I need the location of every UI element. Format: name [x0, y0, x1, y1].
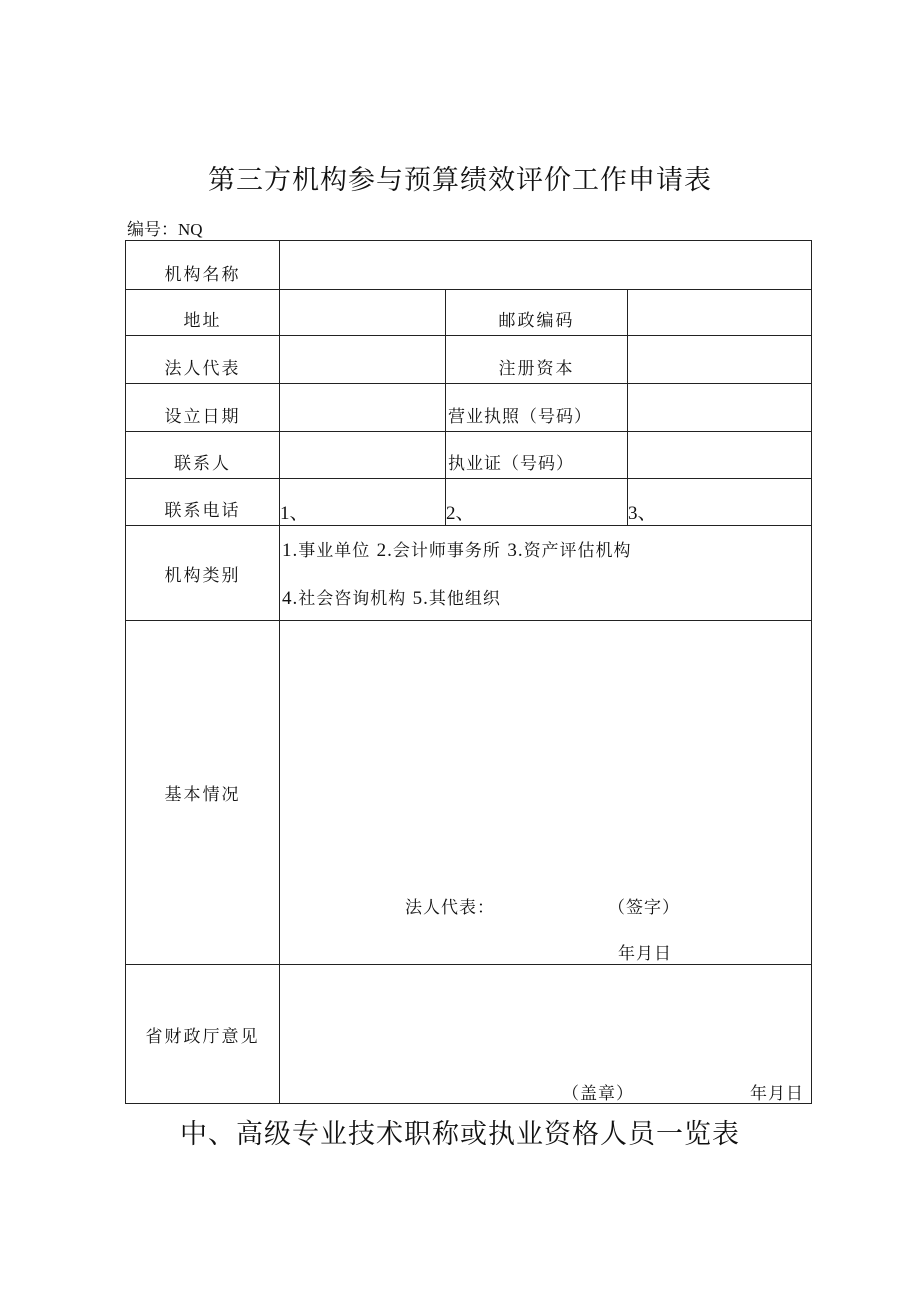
row-basic-info: [126, 621, 812, 965]
serial-label: 编号：: [127, 220, 178, 240]
label-contact: 联系人: [126, 432, 280, 479]
basic-date: 年月日: [618, 944, 672, 964]
category-line-1: [280, 536, 811, 562]
field-business-license[interactable]: [628, 384, 812, 432]
row-dept-opinion: [126, 965, 812, 1104]
basic-sign-suffix: （签字）: [608, 898, 680, 918]
section-subtitle: 中、高级专业技术职称或执业资格人员一览表: [180, 1119, 740, 1150]
row-legal-rep: [126, 336, 812, 384]
dept-seal: （盖章）: [562, 1084, 634, 1104]
label-est-date: 设立日期: [126, 384, 280, 432]
label-reg-capital: 注册资本: [446, 336, 628, 384]
category-line-2: [280, 584, 811, 610]
field-est-date[interactable]: [280, 384, 446, 432]
row-org-name: [126, 241, 812, 290]
category-option-2[interactable]: 会计师事务所: [392, 541, 501, 561]
field-legal-rep[interactable]: [280, 336, 446, 384]
field-phone-1[interactable]: 1、: [280, 479, 446, 526]
row-contact: [126, 432, 812, 479]
field-postal-code[interactable]: [628, 290, 812, 336]
dept-date: 年月日: [750, 1084, 804, 1104]
row-category: [126, 526, 812, 621]
label-legal-rep: 法人代表: [126, 336, 280, 384]
label-category: 机构类别: [126, 526, 280, 621]
category-num-3: 3.: [507, 540, 524, 561]
category-option-4[interactable]: 社会咨询机构: [298, 589, 407, 609]
field-practice-cert[interactable]: [628, 432, 812, 479]
category-option-5[interactable]: 其他组织: [428, 589, 501, 609]
category-num-1: 1.: [282, 540, 299, 561]
basic-sign-label: 法人代表：: [405, 898, 495, 918]
application-form-table: [125, 240, 812, 1104]
row-phone: [126, 479, 812, 526]
serial-number: [127, 215, 203, 240]
field-phone-2[interactable]: 2、: [446, 479, 628, 526]
field-category: [280, 526, 812, 621]
label-basic-info: 基本情况: [126, 621, 280, 965]
page-title: 第三方机构参与预算绩效评价工作申请表: [208, 165, 712, 196]
category-option-1[interactable]: 事业单位: [298, 541, 371, 561]
category-option-3[interactable]: 资产评估机构: [523, 541, 632, 561]
row-est-date: [126, 384, 812, 432]
field-contact[interactable]: [280, 432, 446, 479]
label-business-license: 营业执照（号码）: [446, 384, 628, 432]
label-dept-opinion: 省财政厅意见: [126, 965, 280, 1104]
serial-value: NQ: [178, 220, 203, 239]
field-org-name[interactable]: [280, 241, 812, 290]
field-reg-capital[interactable]: [628, 336, 812, 384]
label-practice-cert: 执业证（号码）: [446, 432, 628, 479]
label-address: 地址: [126, 290, 280, 336]
field-dept-opinion[interactable]: [280, 965, 812, 1104]
field-address[interactable]: [280, 290, 446, 336]
category-num-2: 2.: [376, 540, 393, 561]
label-org-name: 机构名称: [126, 241, 280, 290]
label-postal-code: 邮政编码: [446, 290, 628, 336]
row-address: [126, 290, 812, 336]
category-num-4: 4.: [282, 588, 299, 609]
field-basic-info[interactable]: [280, 621, 812, 965]
category-num-5: 5.: [412, 588, 429, 609]
field-phone-3[interactable]: 3、: [628, 479, 812, 526]
label-phone: 联系电话: [126, 479, 280, 526]
